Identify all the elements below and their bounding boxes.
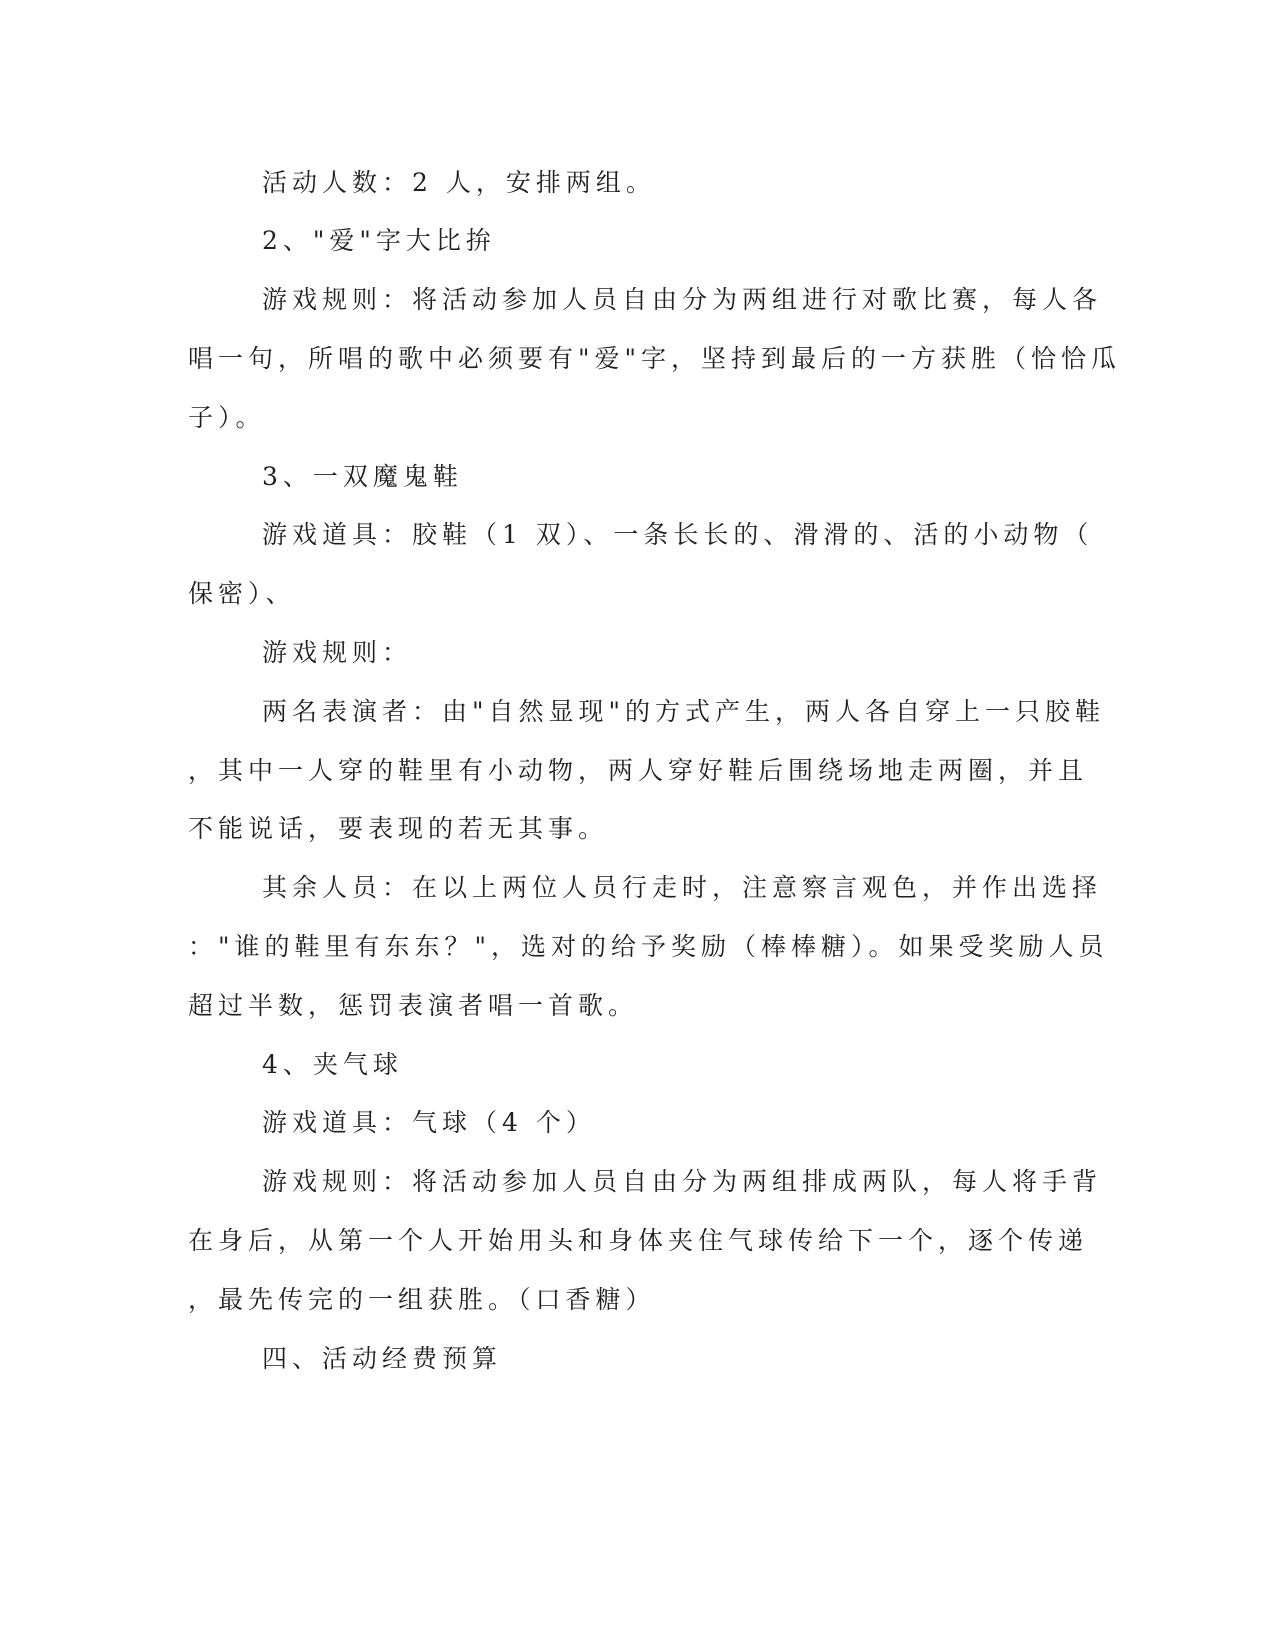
paragraph-line: 游戏道具：气球（4 个） (262, 1108, 596, 1137)
paragraph-line: ，最先传完的一组获胜。（口香糖） (188, 1285, 656, 1314)
paragraph-line: 超过半数，惩罚表演者唱一首歌。 (188, 991, 639, 1020)
paragraph-line: 不能说话，要表现的若无其事。 (188, 814, 609, 843)
section-heading: 四、活动经费预算 (262, 1344, 503, 1373)
paragraph-line: 两名表演者：由"自然显现"的方式产生，两人各自穿上一只胶鞋 (262, 697, 1106, 726)
paragraph-line: 唱一句，所唱的歌中必须要有"爱"字，坚持到最后的一方获胜（恰恰瓜 (188, 344, 1122, 373)
paragraph-line: 游戏规则：将活动参加人员自由分为两组进行对歌比赛，每人各 (262, 285, 1103, 314)
paragraph-line: 在身后，从第一个人开始用头和身体夹住气球传给下一个，逐个传递 (188, 1226, 1089, 1255)
section-heading: 2、"爱"字大比拚 (262, 226, 496, 255)
paragraph-line: 保密）、 (188, 579, 296, 608)
paragraph-line: 游戏道具：胶鞋（1 双）、一条长长的、滑滑的、活的小动物（ (262, 520, 1094, 549)
paragraph-line: 游戏规则：将活动参加人员自由分为两组排成两队，每人将手背 (262, 1167, 1103, 1196)
paragraph-line: 其余人员：在以上两位人员行走时，注意察言观色，并作出选择 (262, 873, 1103, 902)
paragraph-line: 活动人数：2 人，安排两组。 (262, 168, 656, 197)
paragraph-line: 游戏规则： (262, 638, 413, 667)
paragraph-line: ："谁的鞋里有东东？"，选对的给予奖励（棒棒糖）。如果受奖励人员 (188, 932, 1109, 961)
paragraph-line: 子）。 (188, 403, 266, 432)
section-heading: 3、一双魔鬼鞋 (262, 462, 463, 491)
section-heading: 4、夹气球 (262, 1050, 403, 1079)
paragraph-line: ，其中一人穿的鞋里有小动物，两人穿好鞋后围绕场地走两圈，并且 (188, 756, 1089, 785)
